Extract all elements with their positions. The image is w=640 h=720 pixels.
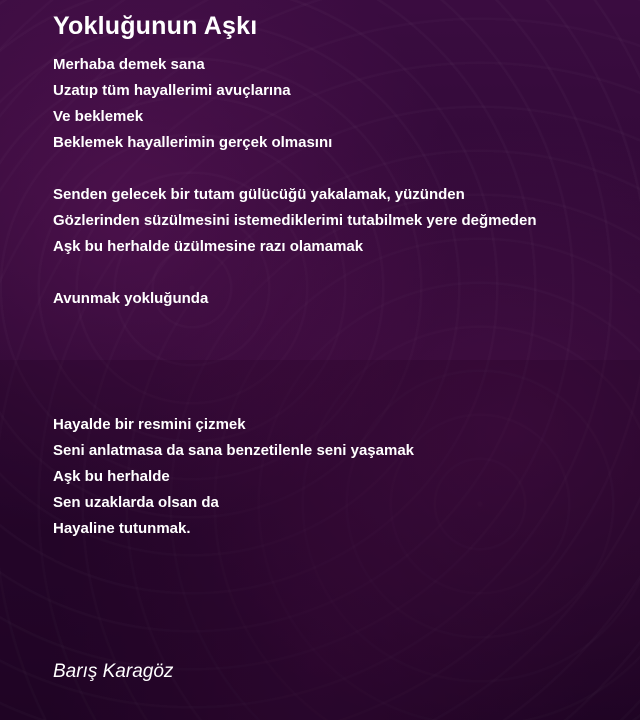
poem-line: Hayaline tutunmak. <box>53 520 191 537</box>
poem-line: Seni anlatmasa da sana benzetilenle seni yaşamak <box>53 442 415 459</box>
poem-line: Ve beklemek <box>53 108 144 125</box>
poem-line: Senden gelecek bir tutam gülücüğü yakalamak, yüzünden <box>53 186 465 203</box>
poem-author: Barış Karagöz <box>53 661 174 682</box>
poem-line: Gözlerinden süzülmesini istemediklerimi tutabilmek yere değmeden <box>53 212 537 229</box>
poem-title: Yokluğunun Aşkı <box>53 12 258 40</box>
poem-line: Aşk bu herhalde üzülmesine razı olamamak <box>53 238 364 255</box>
stanza-1 <box>53 52 332 156</box>
poem-line: Uzatıp tüm hayallerimi avuçlarına <box>53 82 291 99</box>
stanza-4 <box>53 412 414 542</box>
poem-line: Hayalde bir resmini çizmek <box>53 416 246 433</box>
poem-line: Aşk bu herhalde <box>53 468 170 485</box>
poem-line: Avunmak yokluğunda <box>53 290 209 307</box>
stanza-3 <box>53 286 208 312</box>
poem-line: Sen uzaklarda olsan da <box>53 494 219 511</box>
poem-line: Beklemek hayallerimin gerçek olmasını <box>53 134 333 151</box>
stanza-2 <box>53 182 536 260</box>
poem-line: Merhaba demek sana <box>53 56 205 73</box>
